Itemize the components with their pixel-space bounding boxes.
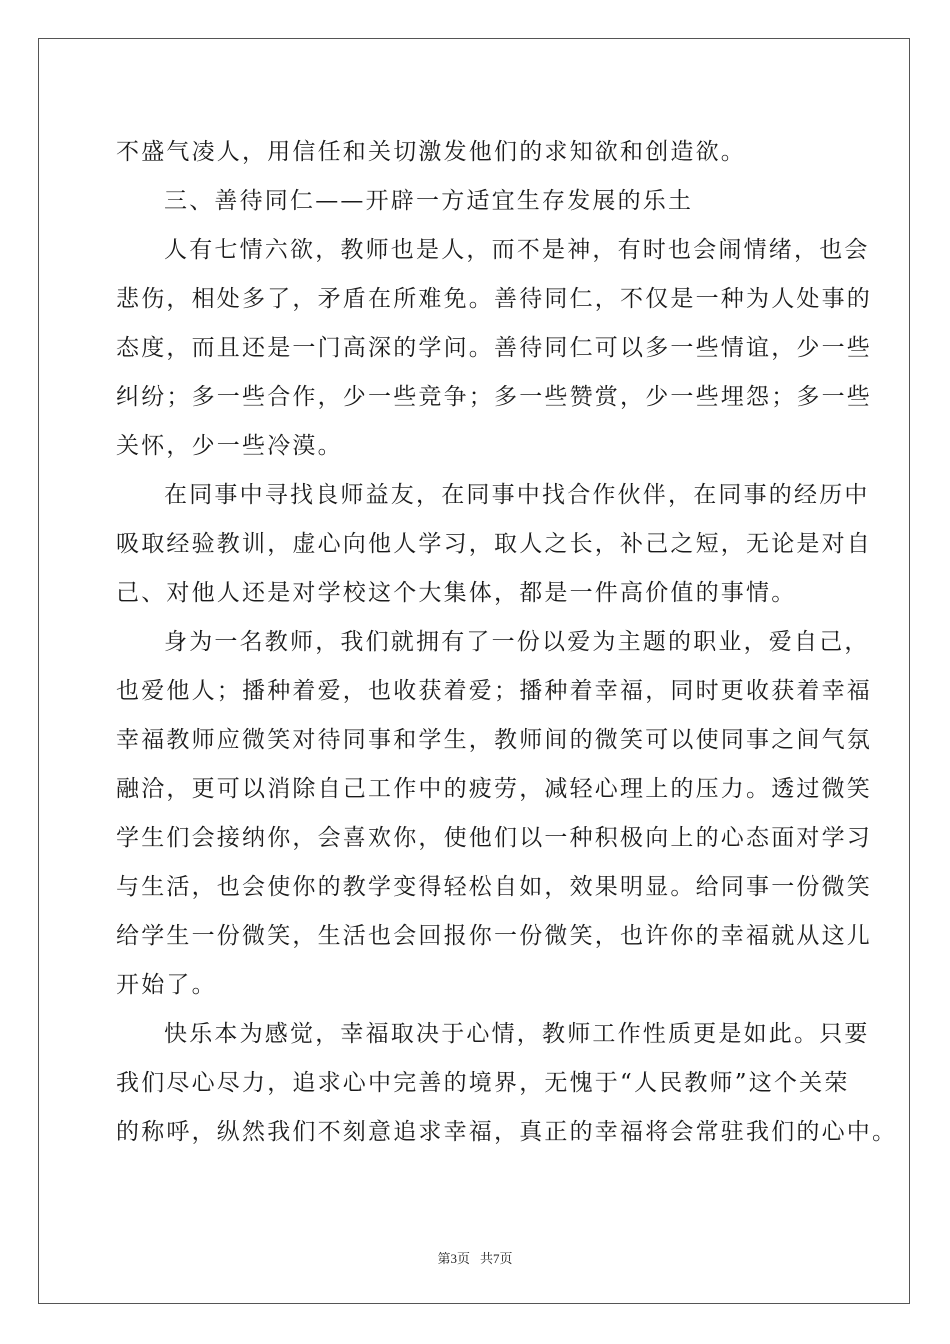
text-line: 融洽，更可以消除自己工作中的疲劳，减轻心理上的压力。透过微笑 [116,776,872,802]
text-line: 态度，而且还是一门高深的学问。善待同仁可以多一些情谊，少一些 [116,335,872,361]
text-line: 也爱他人；播种着爱，也收获着爱；播种着幸福，同时更收获着幸福 [116,678,872,704]
text-line: 关怀，少一些冷漠。 [116,433,343,459]
document-body [116,128,898,1157]
text-line: 给学生一份微笑，生活也会回报你一份微笑，也许你的幸福就从这儿 [116,923,872,949]
paragraph-first-line: 人有七情六欲，教师也是人，而不是神，有时也会闹情绪，也会 [164,237,870,263]
page-footer [0,1248,950,1267]
text-line: 悲伤，相处多了，矛盾在所难免。善待同仁，不仅是一种为人处事的 [116,286,872,312]
text-line: 纠纷；多一些合作，少一些竞争；多一些赞赏，少一些埋怨；多一些 [116,384,872,410]
text-line: 与生活，也会使你的教学变得轻松自如，效果明显。给同事一份微笑 [116,874,872,900]
text-line: 的称呼，纵然我们不刻意追求幸福，真正的幸福将会常驻我们的心中。 [116,1119,898,1145]
paragraph-first-line: 快乐本为感觉，幸福取决于心情，教师工作性质更是如此。只要 [164,1021,870,1047]
text-line: 学生们会接纳你，会喜欢你，使他们以一种积极向上的心态面对学习 [116,825,872,851]
text-line: 己、对他人还是对学校这个大集体，都是一件高价值的事情。 [116,580,797,606]
text-line: 开始了。 [116,972,217,998]
page-total: 共7页 [480,1251,513,1266]
page-number: 第3页 [437,1251,470,1266]
section-heading: 三、善待同仁——开辟一方适宜生存发展的乐土 [164,188,694,214]
text-line: 我们尽心尽力，追求心中完善的境界，无愧于“人民教师”这个关荣 [116,1070,850,1096]
text-line: 吸取经验教训，虚心向他人学习，取人之长，补己之短，无论是对自 [116,531,872,557]
text-line: 幸福教师应微笑对待同事和学生，教师间的微笑可以使同事之间气氛 [116,727,872,753]
paragraph-first-line: 在同事中寻找良师益友，在同事中找合作伙伴，在同事的经历中 [164,482,870,508]
paragraph-first-line: 身为一名教师，我们就拥有了一份以爱为主题的职业，爱自己， [164,629,870,655]
text-line: 不盛气凌人，用信任和关切激发他们的求知欲和创造欲。 [116,139,746,165]
